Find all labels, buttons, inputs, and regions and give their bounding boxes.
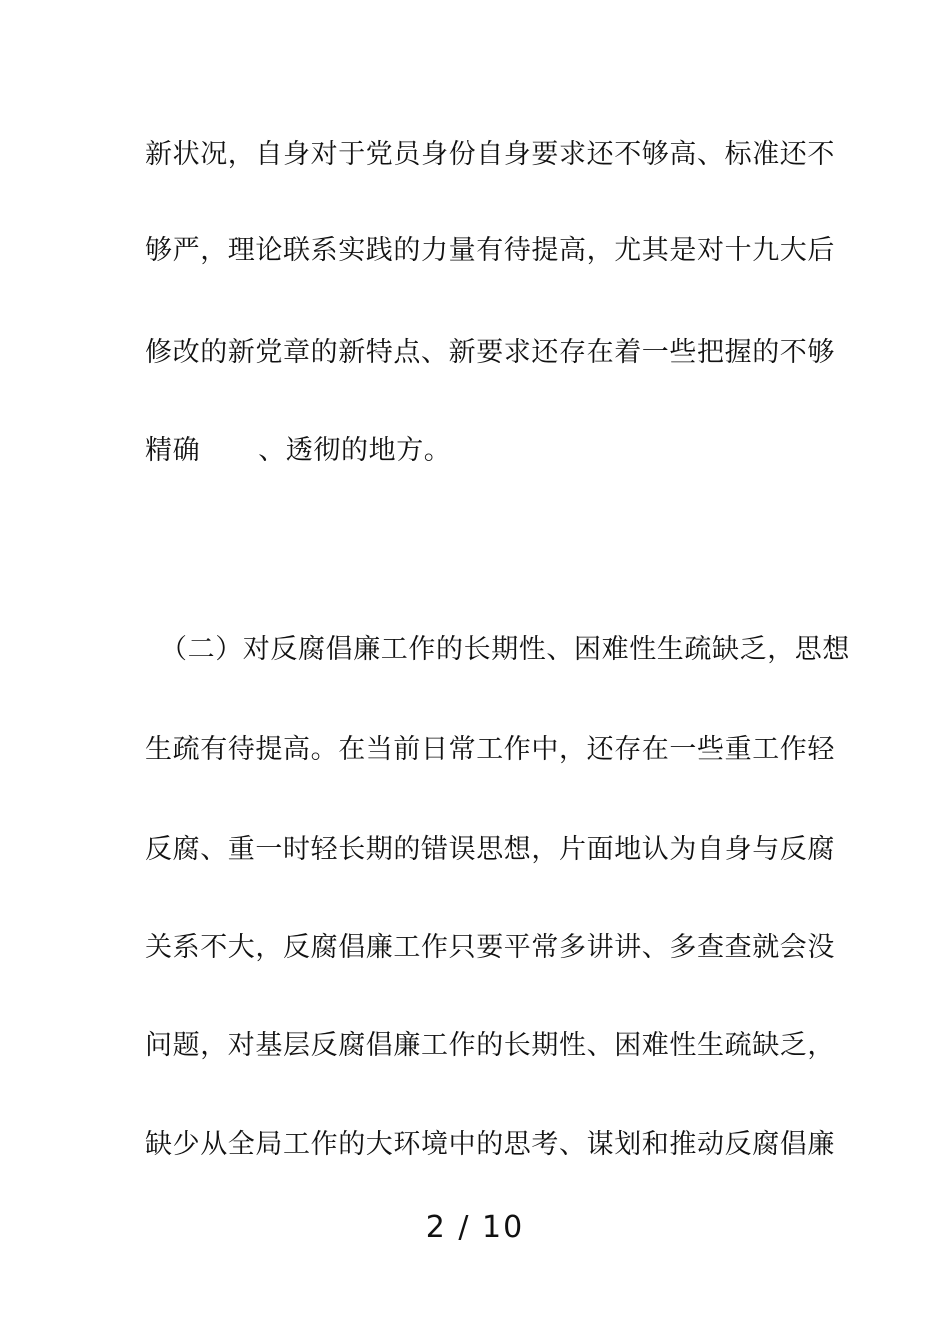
paragraph-2-line-6: 缺少从全局工作的大环境中的思考、谋划和推动反腐倡廉 — [145, 1129, 835, 1160]
paragraph-2-line-1: （二）对反腐倡廉工作的长期性、困难性生疏缺乏，思想 — [160, 634, 850, 665]
paragraph-2-line-4: 关系不大，反腐倡廉工作只要平常多讲讲、多查查就会没 — [145, 932, 835, 963]
paragraph-1-line-4-part-2: 、透彻的地方。 — [258, 435, 452, 466]
paragraph-1-line-2: 够严，理论联系实践的力量有待提高，尤其是对十九大后 — [145, 235, 835, 266]
paragraph-1-line-4-part-1: 精确 — [145, 435, 201, 466]
paragraph-2-line-3: 反腐、重一时轻长期的错误思想，片面地认为自身与反腐 — [145, 834, 835, 865]
paragraph-1-line-3: 修改的新党章的新特点、新要求还存在着一些把握的不够 — [145, 337, 835, 368]
paragraph-1-line-1: 新状况，自身对于党员身份自身要求还不够高、标准还不 — [145, 139, 835, 170]
page-number: 2 / 10 — [425, 1210, 525, 1245]
paragraph-2-line-2: 生疏有待提高。在当前日常工作中，还存在一些重工作轻 — [145, 734, 835, 765]
paragraph-2-line-5: 问题，对基层反腐倡廉工作的长期性、困难性生疏缺乏， — [145, 1030, 835, 1061]
paragraph-1-line-4 — [145, 434, 805, 468]
